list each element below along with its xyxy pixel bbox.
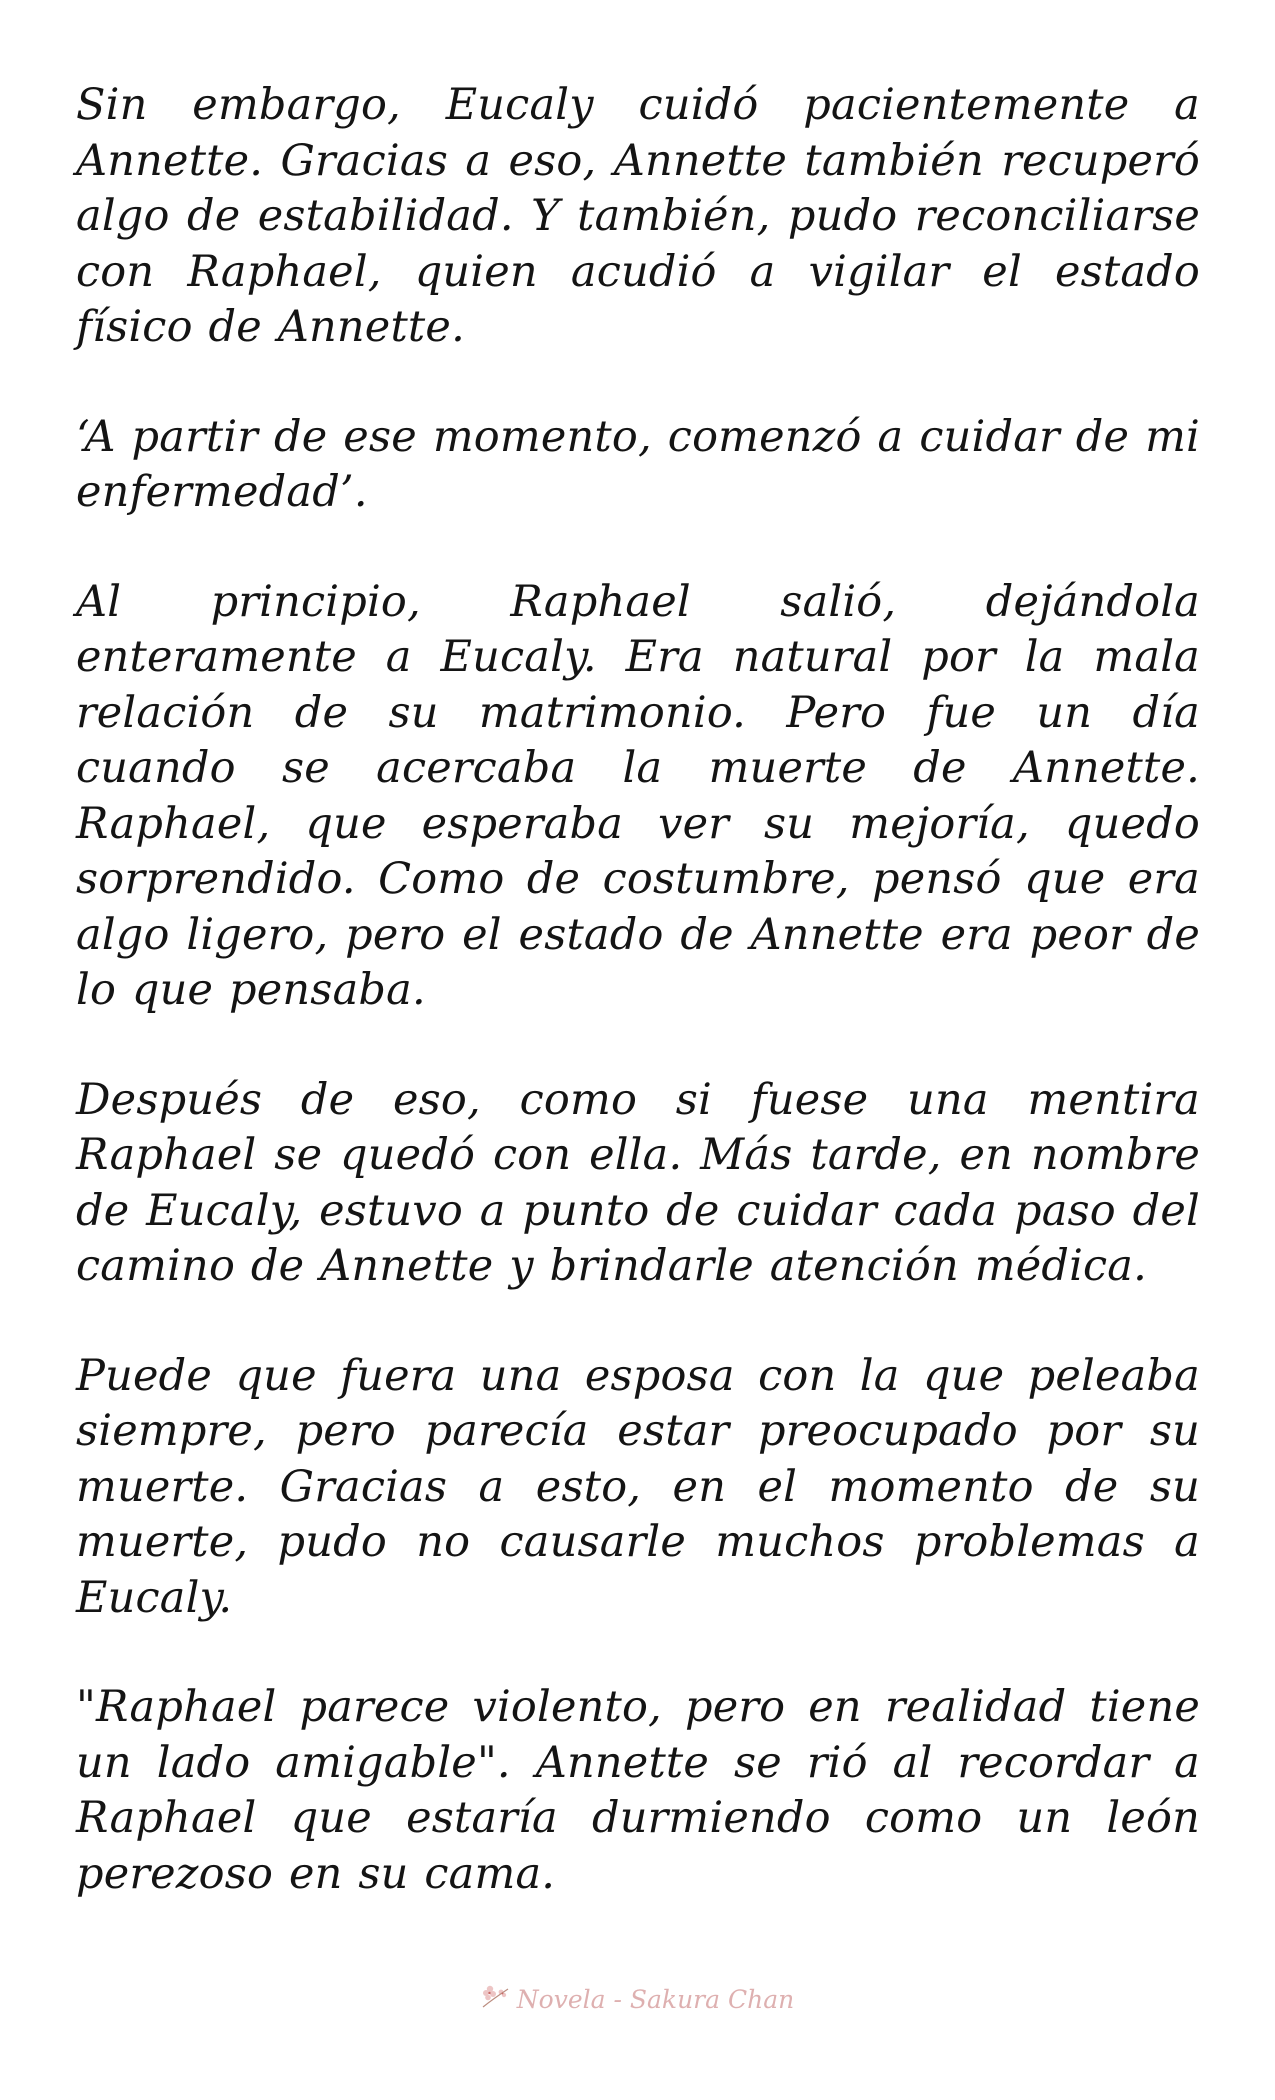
paragraph-3: Al principio, Raphael salió, dejándola enteramente a Eucaly. Era natural por la mala relación de su matrimonio. Pero fue un día cuando se acercaba la muerte de Annette. Raphael, que esperaba ver su mejoría, quedo sorprendido. Como de costumbre, pensó que era algo ligero, pero el estado de Annette era peor de lo que pensaba. xyxy=(76,576,1200,1015)
paragraph-1: Sin embargo, Eucaly cuidó pacientemente a Annette. Gracias a eso, Annette también recuperó algo de estabilidad. Y también, pudo reconciliarse con Raphael, quien acudió a vigilar el estado físico de Annette. xyxy=(76,80,1200,352)
paragraph-4: Después de eso, como si fuese una mentira Raphael se quedó con ella. Más tarde, en nombre de Eucaly, estuvo a punto de cuidar cada paso del camino de Annette y brindarle atención médica. xyxy=(76,1074,1200,1291)
cherry-blossom-icon xyxy=(481,1983,511,2015)
document-body xyxy=(76,78,1200,1956)
paragraph-5: Puede que fuera una esposa con la que peleaba siempre, pero parecía estar preocupado por su muerte. Gracias a esto, en el momento de su muerte, pudo no causarle muchos problemas a Eucaly. xyxy=(76,1350,1200,1623)
watermark xyxy=(0,1985,1275,2015)
watermark-text: Novela - Sakura Chan xyxy=(516,1985,795,2014)
paragraph-6: "Raphael parece violento, pero en realidad tiene un lado amigable". Annette se rió al recordar a Raphael que estaría durmiendo como un león perezoso en su cama. xyxy=(76,1682,1200,1899)
paragraph-2: ‘A partir de ese momento, comenzó a cuidar de mi enfermedad’. xyxy=(76,411,1200,517)
